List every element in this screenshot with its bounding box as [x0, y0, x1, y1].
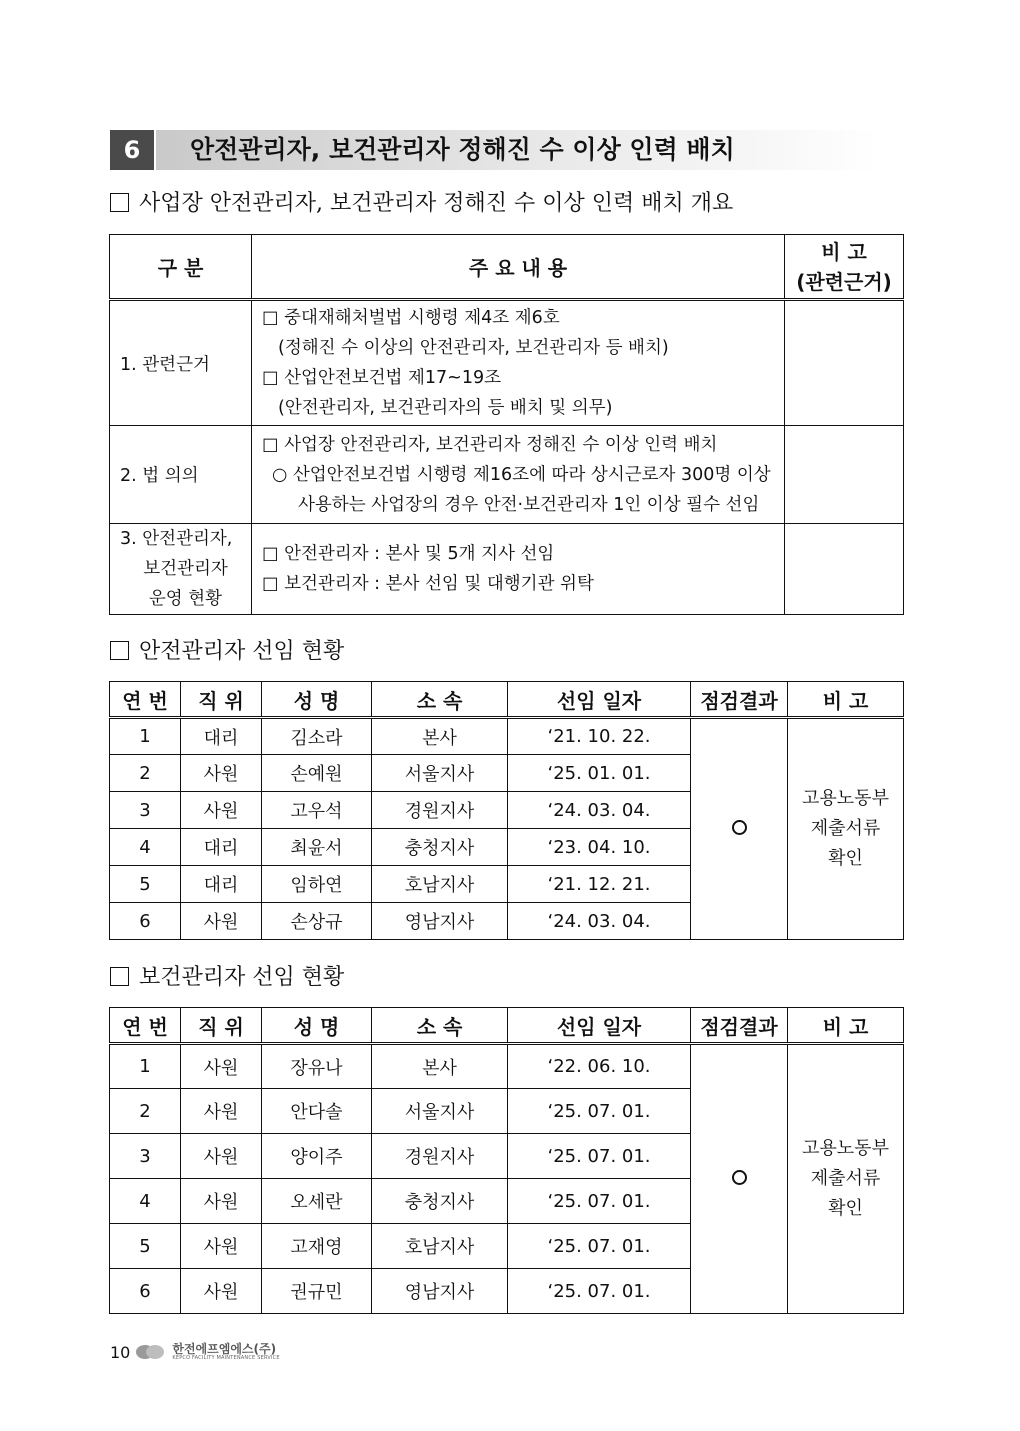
overview-note: [785, 524, 904, 615]
cell-position: 대리: [181, 829, 262, 866]
cell-position: 사원: [181, 1179, 262, 1224]
cell-note: [788, 1044, 904, 1314]
cell-date: ‘25. 07. 01.: [508, 1269, 691, 1314]
header-name: 성 명: [262, 1008, 372, 1044]
overview-category: 1. 관련근거: [110, 300, 252, 426]
cell-seq: 1: [110, 1044, 181, 1089]
safety-heading-text: 안전관리자 선임 현황: [139, 639, 345, 664]
circle-mark-icon: [732, 820, 747, 835]
header-category: 구 분: [110, 235, 252, 300]
cell-seq: 6: [110, 1269, 181, 1314]
cell-name: 최윤서: [262, 829, 372, 866]
overview-row: [110, 524, 904, 615]
table-row: [110, 1044, 904, 1089]
note-line: 제출서류: [810, 1168, 881, 1189]
cell-affiliation: 서울지사: [372, 755, 508, 792]
cell-position: 대리: [181, 718, 262, 755]
content-line: ○ 산업안전보건법 시행령 제16조에 따라 상시근로자 300명 이상: [272, 464, 771, 485]
page-footer: [110, 1340, 280, 1364]
cell-date: ‘21. 12. 21.: [508, 866, 691, 903]
cell-name: 오세란: [262, 1179, 372, 1224]
header-affiliation: 소 속: [372, 1008, 508, 1044]
health-heading-text: 보건관리자 선임 현황: [139, 965, 345, 990]
content-line: (정해진 수 이상의 안전관리자, 보건관리자 등 배치): [278, 338, 669, 358]
cell-seq: 2: [110, 1089, 181, 1134]
cell-name: 손예원: [262, 755, 372, 792]
cell-date: ‘25. 07. 01.: [508, 1179, 691, 1224]
cell-name: 고재영: [262, 1224, 372, 1269]
header-content: 주 요 내 용: [252, 235, 785, 300]
cell-affiliation: 본사: [372, 718, 508, 755]
note-line: 고용노동부: [802, 788, 889, 809]
cell-position: 사원: [181, 792, 262, 829]
header-position: 직 위: [181, 682, 262, 718]
header-affiliation: 소 속: [372, 682, 508, 718]
content-line: □ 중대재해처벌법 시행령 제4조 제6호: [262, 308, 560, 328]
header-note: 비 고: [788, 682, 904, 718]
overview-category: 2. 법 의의: [110, 426, 252, 524]
overview-table: [109, 234, 904, 615]
health-heading: [110, 960, 344, 991]
cell-affiliation: 충청지사: [372, 1179, 508, 1224]
cell-name: 양이주: [262, 1134, 372, 1179]
overview-content: [252, 524, 785, 615]
cell-date: ‘25. 07. 01.: [508, 1089, 691, 1134]
safety-table: [109, 681, 904, 940]
overview-content: [252, 426, 785, 524]
safety-heading: [110, 634, 344, 665]
page-number: 10: [110, 1342, 131, 1362]
content-line: □ 산업안전보건법 제17~19조: [262, 368, 502, 388]
overview-note: [785, 300, 904, 426]
cell-affiliation: 영남지사: [372, 1269, 508, 1314]
company-name-ko: 한전에프엠에스(주): [172, 1342, 277, 1356]
checkbox-square-icon: [110, 193, 129, 212]
cell-date: ‘24. 03. 04.: [508, 903, 691, 940]
header-position: 직 위: [181, 1008, 262, 1044]
header-date: 선임 일자: [508, 682, 691, 718]
cell-affiliation: 충청지사: [372, 829, 508, 866]
header-check: 점검결과: [691, 1008, 788, 1044]
cell-date: ‘25. 01. 01.: [508, 755, 691, 792]
cell-date: ‘25. 07. 01.: [508, 1134, 691, 1179]
health-table: [109, 1007, 904, 1314]
cell-name: 안다솔: [262, 1089, 372, 1134]
cell-date: ‘21. 10. 22.: [508, 718, 691, 755]
cell-seq: 2: [110, 755, 181, 792]
cell-affiliation: 경원지사: [372, 792, 508, 829]
company-logo-text: [172, 1343, 279, 1361]
section-title: 안전관리자, 보건관리자 정해진 수 이상 인력 배치: [190, 135, 735, 164]
cell-position: 사원: [181, 1224, 262, 1269]
overview-row: [110, 426, 904, 524]
cell-seq: 4: [110, 1179, 181, 1224]
header-name: 성 명: [262, 682, 372, 718]
category-line: 운영 현황: [148, 589, 223, 609]
company-logo-icon: [136, 1343, 166, 1361]
cell-date: ‘24. 03. 04.: [508, 792, 691, 829]
cell-name: 임하연: [262, 866, 372, 903]
content-line: □ 안전관리자 : 본사 및 5개 지사 선임: [262, 544, 555, 564]
note-line: 제출서류: [810, 818, 881, 839]
cell-position: 사원: [181, 1269, 262, 1314]
overview-heading-text: 사업장 안전관리자, 보건관리자 정해진 수 이상 인력 배치 개요: [139, 191, 734, 216]
overview-header-row: [110, 235, 904, 300]
cell-date: ‘23. 04. 10.: [508, 829, 691, 866]
circle-mark-icon: [732, 1170, 747, 1185]
cell-date: ‘25. 07. 01.: [508, 1224, 691, 1269]
cell-position: 대리: [181, 866, 262, 903]
header-note-line1: 비 고: [821, 239, 867, 264]
cell-position: 사원: [181, 1044, 262, 1089]
header-note-line2: (관련근거): [796, 269, 892, 294]
content-line: (안전관리자, 보건관리자의 등 배치 및 의무): [278, 398, 613, 418]
cell-seq: 1: [110, 718, 181, 755]
cell-affiliation: 경원지사: [372, 1134, 508, 1179]
cell-seq: 3: [110, 1134, 181, 1179]
header-check: 점검결과: [691, 682, 788, 718]
safety-header-row: [110, 682, 904, 718]
cell-name: 손상규: [262, 903, 372, 940]
cell-note: [788, 718, 904, 940]
note-line: 고용노동부: [802, 1138, 889, 1159]
cell-name: 장유나: [262, 1044, 372, 1089]
header-note: [785, 235, 904, 300]
overview-heading: [110, 186, 733, 217]
cell-name: 고우석: [262, 792, 372, 829]
cell-affiliation: 본사: [372, 1044, 508, 1089]
section-number: 6: [110, 130, 154, 170]
checkbox-square-icon: [110, 967, 129, 986]
overview-note: [785, 426, 904, 524]
content-line: □ 사업장 안전관리자, 보건관리자 정해진 수 이상 인력 배치: [262, 434, 718, 455]
content-line: 사용하는 사업장의 경우 안전·보건관리자 1인 이상 필수 선임: [298, 494, 760, 515]
header-date: 선임 일자: [508, 1008, 691, 1044]
cell-seq: 4: [110, 829, 181, 866]
cell-name: 김소라: [262, 718, 372, 755]
cell-affiliation: 영남지사: [372, 903, 508, 940]
cell-seq: 5: [110, 1224, 181, 1269]
cell-seq: 5: [110, 866, 181, 903]
category-line: 보건관리자: [143, 559, 228, 579]
cell-position: 사원: [181, 903, 262, 940]
content-line: □ 보건관리자 : 본사 선임 및 대행기관 위탁: [262, 574, 594, 594]
note-line: 확인: [828, 1198, 863, 1219]
cell-position: 사원: [181, 755, 262, 792]
header-note: 비 고: [788, 1008, 904, 1044]
cell-position: 사원: [181, 1134, 262, 1179]
cell-affiliation: 호남지사: [372, 1224, 508, 1269]
company-name-en: KEPCO FACILITY MAINTENANCE SERVICE: [172, 1355, 280, 1361]
table-row: [110, 718, 904, 755]
cell-name: 권규민: [262, 1269, 372, 1314]
section-heading: [110, 130, 880, 170]
overview-content: [252, 300, 785, 426]
cell-date: ‘22. 06. 10.: [508, 1044, 691, 1089]
header-seq: 연 번: [110, 682, 181, 718]
health-header-row: [110, 1008, 904, 1044]
cell-affiliation: 호남지사: [372, 866, 508, 903]
cell-affiliation: 서울지사: [372, 1089, 508, 1134]
cell-seq: 6: [110, 903, 181, 940]
overview-category: [110, 524, 252, 615]
note-line: 확인: [828, 848, 863, 869]
cell-check-result: [691, 1044, 788, 1314]
checkbox-square-icon: [110, 641, 129, 660]
cell-check-result: [691, 718, 788, 940]
cell-seq: 3: [110, 792, 181, 829]
cell-position: 사원: [181, 1089, 262, 1134]
header-seq: 연 번: [110, 1008, 181, 1044]
category-line: 3. 안전관리자,: [120, 529, 233, 549]
overview-row: [110, 300, 904, 426]
